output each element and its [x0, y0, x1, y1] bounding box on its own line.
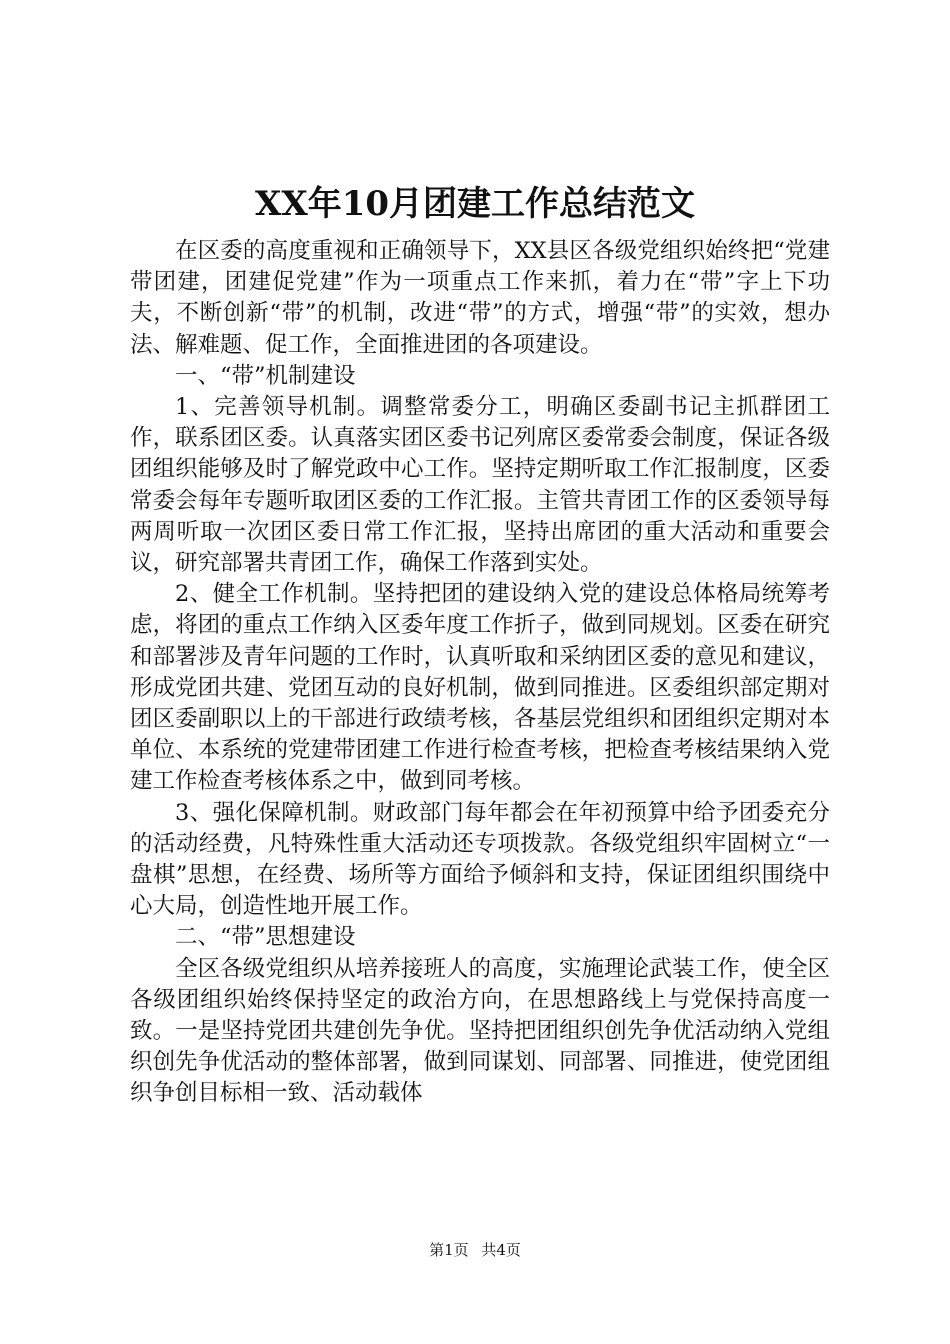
- intro-paragraph: 在区委的高度重视和正确领导下，XX县区各级党组织始终把“党建带团建，团建促党建”作为一项重点工作来抓，着力在“带”字上下功夫，不断创新“带”的机制，改进“带”的方式，增强“带”的实效，想办法、解难题、促工作，全面推进团的各项建设。: [130, 238, 830, 358]
- section-heading-2: 二、“带”思想建设: [175, 924, 356, 951]
- body-paragraph-1: 1、完善领导机制。调整常委分工，明确区委副书记主抓群团工作，联系团区委。认真落实团区委书记列席区委常委会制度，保证各级团组织能够及时了解党政中心工作。坚持定期听取工作汇报制度，区委常委会每年专题听取团区委的工作汇报。主管共青团工作的区委领导每两周听取一次团区委日常工作汇报，坚持出席团的重大活动和重要会议，研究部署共青团工作，确保工作落到实处。: [130, 394, 830, 577]
- body-paragraph-3: 3、强化保障机制。财政部门每年都会在年初预算中给予团委充分的活动经费，凡特殊性重大活动还专项拨款。各级党组织牢固树立“一盘棋”思想，在经费、场所等方面给予倾斜和支持，保证团组织围绕中心大局，创造性地开展工作。: [130, 799, 830, 920]
- page-footer: [0, 1240, 950, 1260]
- body-paragraph-2: 2、健全工作机制。坚持把团的建设纳入党的建设总体格局统筹考虑，将团的重点工作纳入区委年度工作折子，做到同规划。区委在研究和部署涉及青年问题的工作时，认真听取和采纳团区委的意见和建议，形成党团共建、党团互动的良好机制，做到同推进。区委组织部定期对团区委副职以上的干部进行政绩考核，各基层党组织和团组织定期对本单位、本系统的党建带团建工作进行检查考核，把检查考核结果纳入党建工作检查考核体系之中，做到同考核。: [130, 581, 830, 795]
- document-title: XX年10月团建工作总结范文: [254, 184, 696, 224]
- page-total: 共4页: [481, 1241, 521, 1259]
- section-heading-1: 一、“带”机制建设: [175, 362, 356, 389]
- body-paragraph-4: 全区各级党组织从培养接班人的高度，实施理论武装工作，使全区各级团组织始终保持坚定的政治方向，在思想路线上与党保持高度一致。一是坚持党团共建创先争优。坚持把团组织创先争优活动纳入党组织创先争优活动的整体部署，做到同谋划、同部署、同推进，使党团组织争创目标相一致、活动载体: [130, 955, 830, 1107]
- document-body: [130, 236, 830, 1110]
- page-number: 第1页: [429, 1241, 469, 1259]
